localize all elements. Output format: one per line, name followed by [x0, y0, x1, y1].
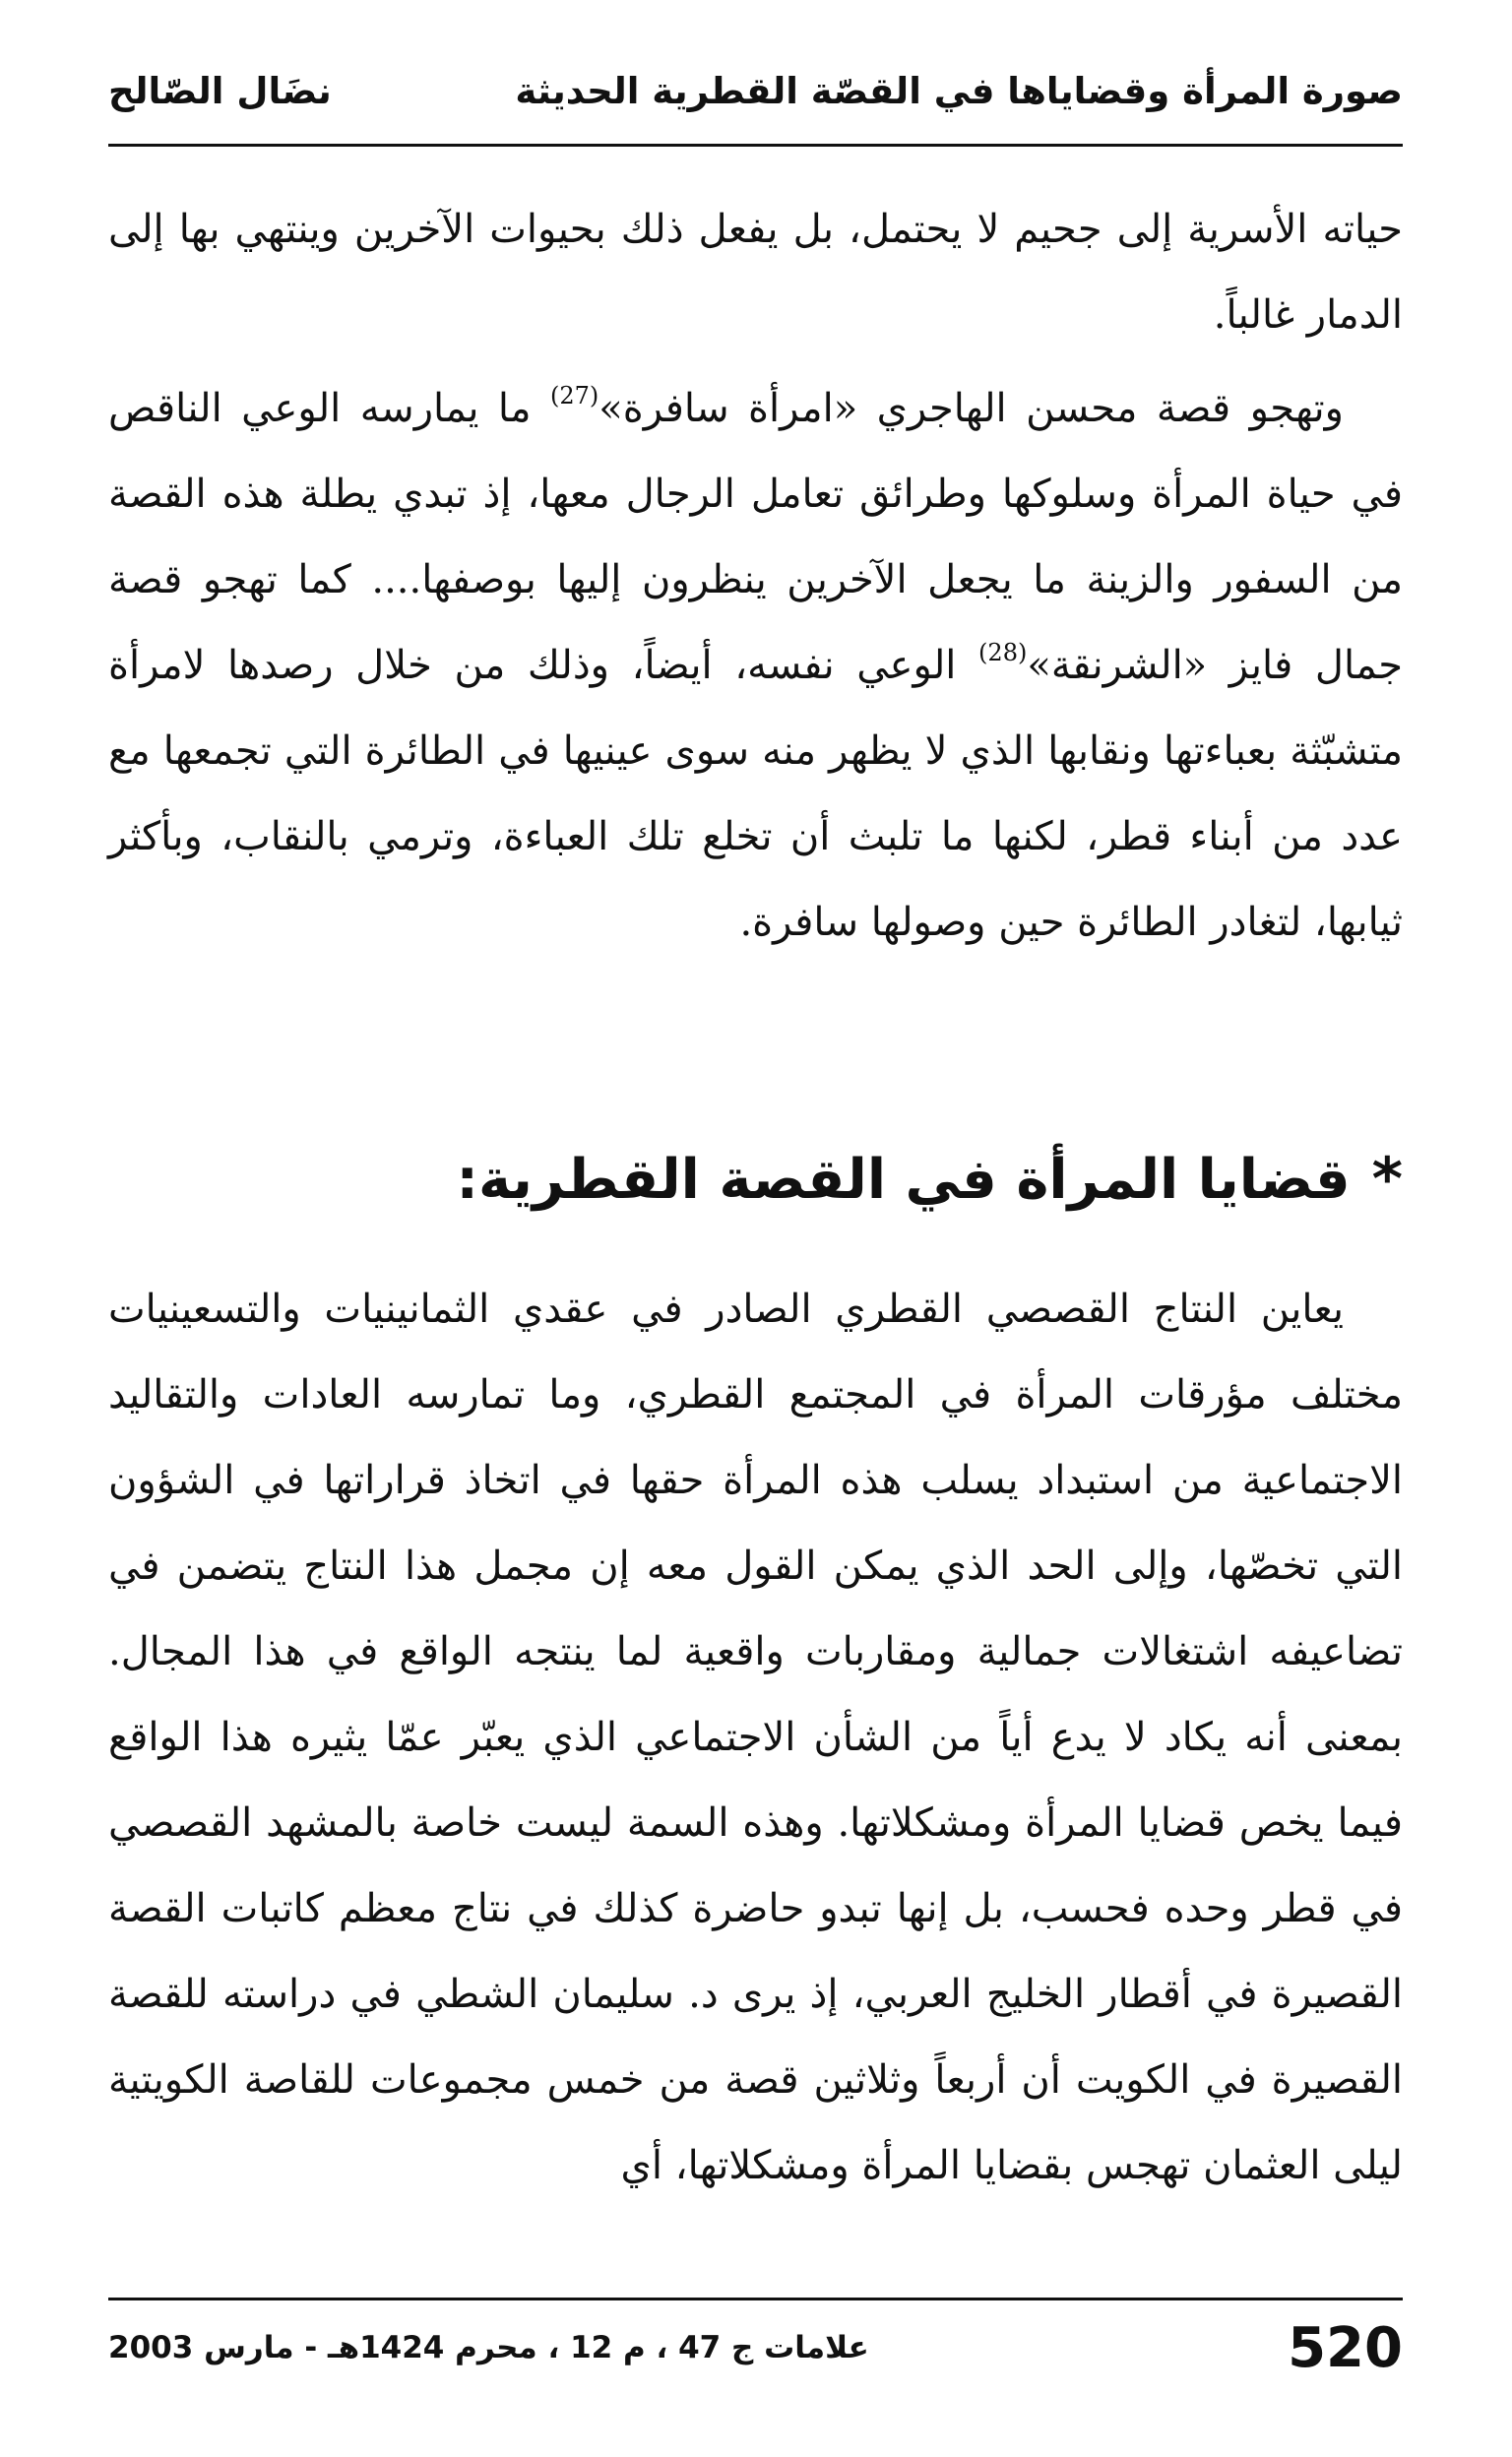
paragraph-2-part-1: وتهجو قصة محسن الهاجري «امرأة سافرة» — [598, 386, 1344, 431]
paragraph-3-text: يعاين النتاج القصصي القطري الصادر في عقدي الثمانينيات والتسعينيات مختلف مؤرقات المرأة في المجتمع القطري، وما تمارسه العادات والتقاليد الاجتماعية من استبداد يسلب هذه المرأة حقها في اتخاذ قراراتها في الشؤون التي تخصّها، وإلى الحد الذي يمكن القول معه إن مجمل هذا النتاج يتضمن في تضاعيفه اشتغالات جمالية ومقاربات واقعية لما ينتجه الواقع في هذا المجال. بمعنى أنه يكاد لا يدع أياً من الشأن الاجتماعي الذي يعبّر عمّا يثيره هذا الواقع فيما يخص قضايا المرأة ومشكلاتها. وهذه السمة ليست خاصة بالمشهد القصصي في قطر وحده فحسب، بل إنها تبدو حاضرة كذلك في نتاج معظم كاتبات القصة القصيرة في أقطار الخليج العربي، إذ يرى د. سليمان الشطي في دراسته للقصة القصيرة في الكويت أن أربعاً وثلاثين قصة من خمس مجموعات للقاصة الكويتية ليلى العثمان تهجس بقضايا المرأة ومشكلاتها، أي — [108, 1287, 1403, 2188]
paragraph-2 — [108, 366, 1403, 966]
star-bullet-icon: * — [1371, 1145, 1403, 1214]
paragraph-2-part-3: الوعي نفسه، أيضاً، وذلك من خلال رصدها لامرأة متشبّثة بعباءتها ونقابها الذي لا يظهر منه سوى عينيها في الطائرة التي تجمعها مع عدد من أبناء قطر، لكنها ما تلبث أن تخلع تلك العباءة، وترمي بالنقاب، وبأكثر ثيابها، لتغادر الطائرة حين وصولها سافرة. — [108, 643, 1403, 945]
running-header — [108, 61, 1403, 120]
page-number: 520 — [1288, 2315, 1403, 2380]
footnote-ref-28: (28) — [978, 639, 1028, 666]
footnote-ref-27: (27) — [549, 382, 599, 410]
footer-divider — [108, 2298, 1403, 2300]
section-heading-text: قضايا المرأة في القصة القطرية: — [456, 1147, 1351, 1212]
paragraph-continuation — [108, 187, 1403, 358]
paragraph-2-part-2: ما يمارسه الوعي الناقص في حياة المرأة وسلوكها وطرائق تعامل الرجال معها، إذ تبدي يطلة هذه القصة من السفور والزينة ما يجعل الآخرين ينظرون إليها بوصفها.... كما تهجو قصة جمال فايز «الشرنقة» — [108, 386, 1404, 688]
header-title: صورة المرأة وقضاياها في القصّة القطرية الحديثة — [515, 69, 1403, 112]
header-author: نضَال الصّالح — [108, 69, 332, 112]
section-heading — [108, 1132, 1403, 1227]
journal-citation: علامات ج 47 ، م 12 ، محرم 1424هـ - مارس 2003 — [108, 2330, 869, 2365]
header-divider — [108, 144, 1403, 147]
paragraph-3 — [108, 1267, 1403, 2209]
page-footer — [108, 2308, 1403, 2387]
paragraph-1-text: حياته الأسرية إلى جحيم لا يحتمل، بل يفعل ذلك بحيوات الآخرين وينتهي بها إلى الدمار غالباً. — [108, 207, 1404, 338]
